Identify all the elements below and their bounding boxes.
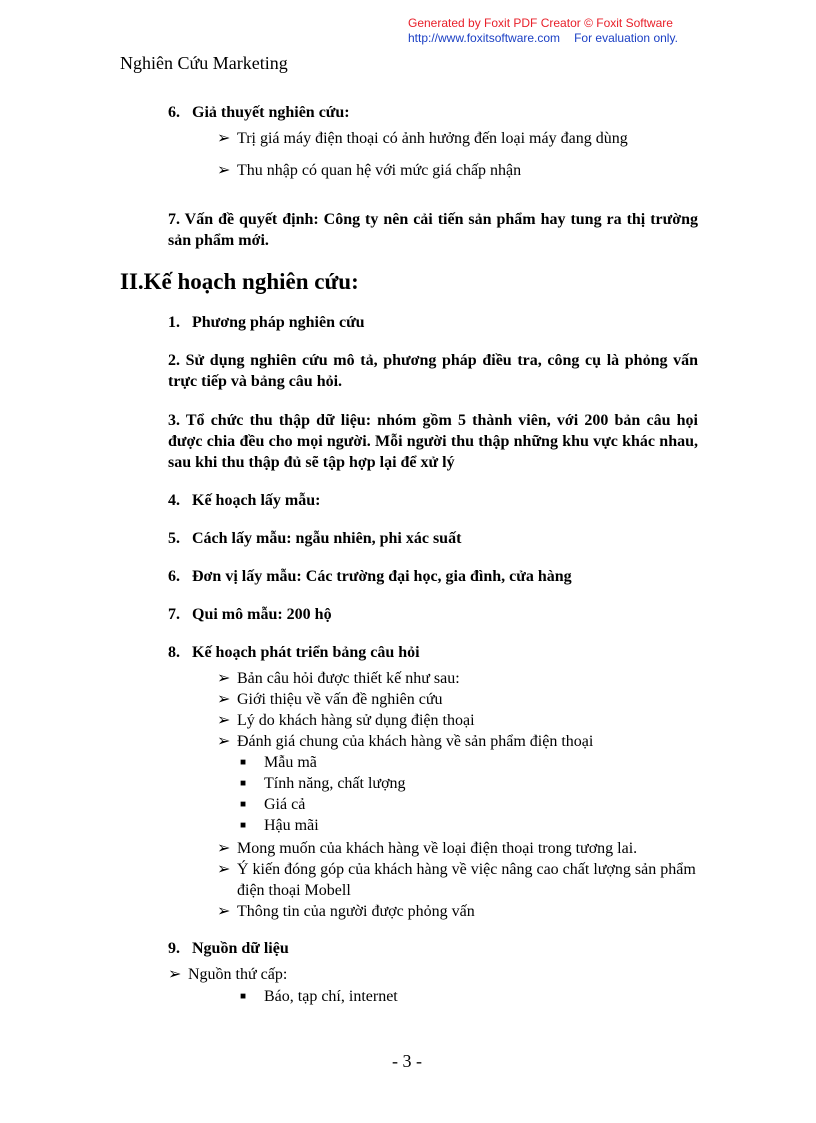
sub-list-item-text: Báo, tạp chí, internet — [264, 988, 398, 1005]
arrow-bullet-icon: ➢ — [217, 162, 231, 179]
sub-list-item — [240, 773, 406, 794]
list-item-text: Giới thiệu về vấn đề nghiên cứu — [237, 691, 443, 708]
list-item-text: Nguồn thứ cấp: — [188, 966, 288, 983]
watermark-creator-text: Generated by Foxit PDF Creator © Foxit Software — [408, 16, 673, 30]
list-item-text: Lý do khách hàng sử dụng điện thoại — [237, 712, 475, 729]
plan-item — [168, 410, 698, 473]
plan-item — [168, 642, 420, 663]
square-bullet-icon: ■ — [240, 778, 247, 789]
list-item-text: Ý kiến đóng góp của khách hàng về việc nâng cao chất lượng sản phẩm điện thoại Mobell — [237, 861, 696, 899]
list-item — [217, 731, 593, 752]
plan-item — [168, 566, 572, 587]
sub-list-item-text: Giá cả — [264, 796, 306, 813]
arrow-bullet-icon: ➢ — [168, 966, 182, 983]
decision-problem-paragraph — [168, 209, 698, 251]
arrow-bullet-icon: ➢ — [217, 691, 231, 708]
plan-item — [168, 604, 332, 625]
sub-list-item — [240, 815, 319, 836]
plan-item-text: Sử dụng nghiên cứu mô tả, phương pháp điều tra, công cụ là phỏng vấn trực tiếp và bảng câu hỏi. — [168, 352, 699, 390]
plan-item-number: 5. — [168, 530, 180, 547]
list-item — [217, 838, 637, 859]
heading-hypothesis — [168, 102, 350, 123]
plan-item-number: 1. — [168, 314, 180, 331]
list-item-text: Bản câu hỏi được thiết kế như sau: — [237, 670, 460, 687]
list-item — [217, 689, 443, 710]
plan-item-text: Tổ chức thu thập dữ liệu: nhóm gồm 5 thành viên, với 200 bản câu họi được chia đều cho mọi người. Mỗi người thu thập những khu vực khác nhau, sau khi thu thập đủ sẽ tập hợp lại để xử lý — [168, 412, 698, 471]
watermark-note: For evaluation only. — [574, 31, 678, 45]
sub-list-item — [240, 794, 305, 815]
square-bullet-icon: ■ — [240, 799, 247, 810]
plan-item-text: Phương pháp nghiên cứu — [192, 314, 365, 331]
sub-list-item — [240, 986, 398, 1007]
section-title-text: Kế hoạch nghiên cứu: — [143, 269, 359, 294]
list-item — [217, 859, 699, 901]
paragraph-number: 7. — [168, 211, 180, 228]
square-bullet-icon: ■ — [240, 991, 247, 1002]
plan-item-text: Qui mô mẫu: 200 hộ — [192, 606, 332, 623]
arrow-bullet-icon: ➢ — [217, 733, 231, 750]
plan-item — [168, 938, 289, 959]
plan-item — [168, 490, 320, 511]
arrow-bullet-icon: ➢ — [217, 130, 231, 147]
plan-item-number: 8. — [168, 644, 180, 661]
list-item-text: Trị giá máy điện thoại có ảnh hưởng đến loại máy đang dùng — [237, 130, 628, 147]
list-item-text: Thông tin của người được phỏng vấn — [237, 903, 475, 920]
sub-list-item — [240, 752, 317, 773]
list-item — [217, 668, 460, 689]
list-item-text: Mong muốn của khách hàng về loại điện thoại trong tương lai. — [237, 840, 638, 857]
heading-number: 6. — [168, 104, 180, 121]
plan-item-number: 9. — [168, 940, 180, 957]
plan-item-text: Kế hoạch phát triển bảng câu hỏi — [192, 644, 420, 661]
page-number: - 3 - — [392, 1051, 422, 1071]
list-item — [168, 964, 287, 985]
list-item — [217, 128, 628, 149]
sub-list-item-text: Hậu mãi — [264, 817, 319, 834]
plan-item — [168, 312, 365, 333]
arrow-bullet-icon: ➢ — [217, 903, 231, 920]
plan-item-number: 3. — [168, 412, 180, 429]
plan-item-number: 7. — [168, 606, 180, 623]
plan-item-text: Cách lấy mẫu: ngẫu nhiên, phi xác suất — [192, 530, 462, 547]
plan-item — [168, 528, 461, 549]
plan-item — [168, 350, 698, 392]
plan-item-number: 6. — [168, 568, 180, 585]
list-item — [217, 160, 521, 181]
paragraph-text: Vấn đề quyết định: Công ty nên cải tiến sản phẩm hay tung ra thị trường sản phẩm mới. — [168, 211, 698, 249]
sub-list-item-text: Mẫu mã — [264, 754, 317, 771]
plan-item-text: Nguồn dữ liệu — [192, 940, 289, 957]
square-bullet-icon: ■ — [240, 820, 247, 831]
arrow-bullet-icon: ➢ — [217, 840, 231, 857]
plan-item-text: Đơn vị lấy mẫu: Các trường đại học, gia đình, cửa hàng — [192, 568, 572, 585]
square-bullet-icon: ■ — [240, 757, 247, 768]
list-item — [217, 901, 475, 922]
arrow-bullet-icon: ➢ — [217, 712, 231, 729]
sub-list-item-text: Tính năng, chất lượng — [264, 775, 406, 792]
list-item — [217, 710, 475, 731]
watermark-url-line — [408, 31, 678, 45]
list-item-text: Đánh giá chung của khách hàng về sản phẩm điện thoại — [237, 733, 594, 750]
plan-item-text: Kế hoạch lấy mẫu: — [192, 492, 321, 509]
plan-item-number: 2. — [168, 352, 180, 369]
arrow-bullet-icon: ➢ — [217, 670, 231, 687]
section-title — [120, 268, 359, 296]
watermark-url: http://www.foxitsoftware.com — [408, 31, 561, 45]
list-item-text: Thu nhập có quan hệ với mức giá chấp nhận — [237, 162, 522, 179]
plan-item-number: 4. — [168, 492, 180, 509]
section-number: II. — [120, 269, 144, 294]
heading-text: Giả thuyết nghiên cứu: — [192, 104, 350, 121]
arrow-bullet-icon: ➢ — [217, 861, 231, 878]
page-header: Nghiên Cứu Marketing — [120, 53, 288, 73]
